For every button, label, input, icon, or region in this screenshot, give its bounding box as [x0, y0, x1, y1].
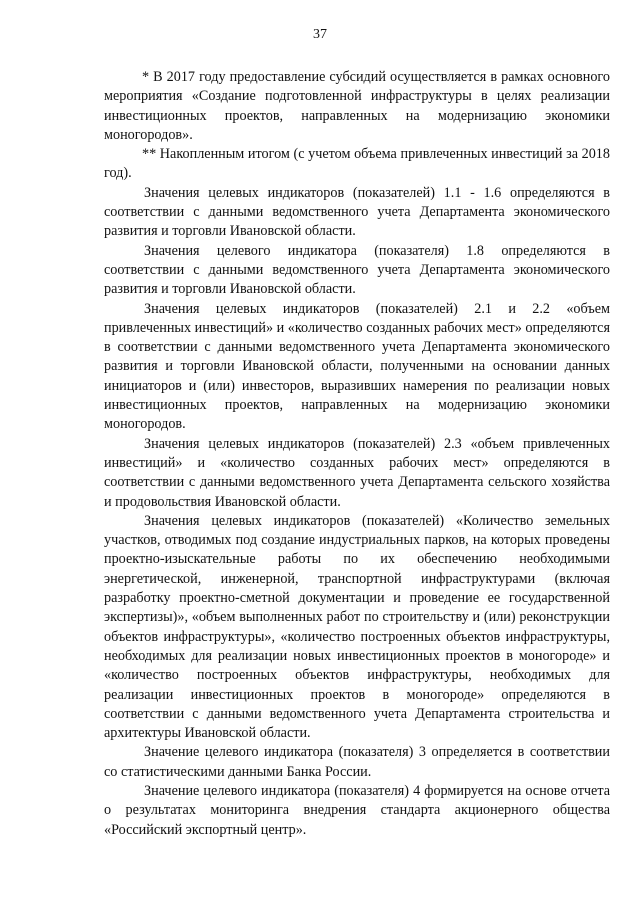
footnote-single-asterisk: * В 2017 году предоставление субсидий осуществляется в рамках основного мероприятия «Создание подготовленной инфраструктуры в целях реализации инвестиционных проектов, направленных на модернизацию экономики моногородов».	[104, 69, 610, 143]
paragraph-indicator-1-8: Значения целевого индикатора (показателя) 1.8 определяются в соответствии с данными ведомственного учета Департамента экономического развития и торговли Ивановской области.	[104, 242, 610, 298]
document-body	[104, 68, 610, 840]
paragraph-indicators-1-1-1-6: Значения целевых индикаторов (показателей) 1.1 - 1.6 определяются в соответствии с данными ведомственного учета Департамента экономического развития и торговли Ивановской области.	[104, 184, 610, 240]
paragraph-indicators-2-3: Значения целевых индикаторов (показателей) 2.3 «объем привлеченных инвестиций» и «количество созданных рабочих мест» определяются в соответствии с данными ведомственного учета Департамента сельского хозяйства и продовольствия Ивановской области.	[104, 435, 610, 510]
paragraph-indicators-2-1-2-2: Значения целевых индикаторов (показателей) 2.1 и 2.2 «объем привлеченных инвестиций» и «количество созданных рабочих мест» определяются в соответствии с данными ведомственного учета Департамента экономического развития и торговли Ивановской области, полученными на основании данных инициаторов и (или) инвесторов, выразивших намерения по реализации новых инвестиционных проектов, направленных на модернизацию экономики моногородов.	[104, 300, 610, 433]
paragraph-infrastructure-indicators: Значения целевых индикаторов (показателей) «Количество земельных участков, отводимых под создание индустриальных парков, на которых проведены проектно-изыскательные работы по их обеспечению необходимыми энергетической, инженерной, транспортной инфраструктурами (включая разработку проектно-сметной документации и проведение ее государственной экспертизы)», «объем выполненных работ по строительству и (или) реконструкции объектов инфраструктуры», «количество построенных объектов инфраструктуры, необходимых для реализации новых инвестиционных проектов в моногороде» и «количество построенных объектов инфраструктуры, необходимых для реализации инвестиционных проектов в моногороде» определяются в соответствии с данными ведомственного учета Департамента строительства и архитектуры Ивановской области.	[104, 512, 610, 742]
page-number: 37	[313, 27, 327, 42]
paragraph-indicator-4: Значение целевого индикатора (показателя) 4 формируется на основе отчета о результатах мониторинга внедрения стандарта акционерного общества «Российский экспортный центр».	[104, 782, 610, 838]
paragraph-indicator-3: Значение целевого индикатора (показателя) 3 определяется в соответствии со статистическими данными Банка России.	[104, 744, 610, 780]
footnote-double-asterisk: ** Накопленным итогом (с учетом объема привлеченных инвестиций за 2018 год).	[104, 146, 610, 182]
